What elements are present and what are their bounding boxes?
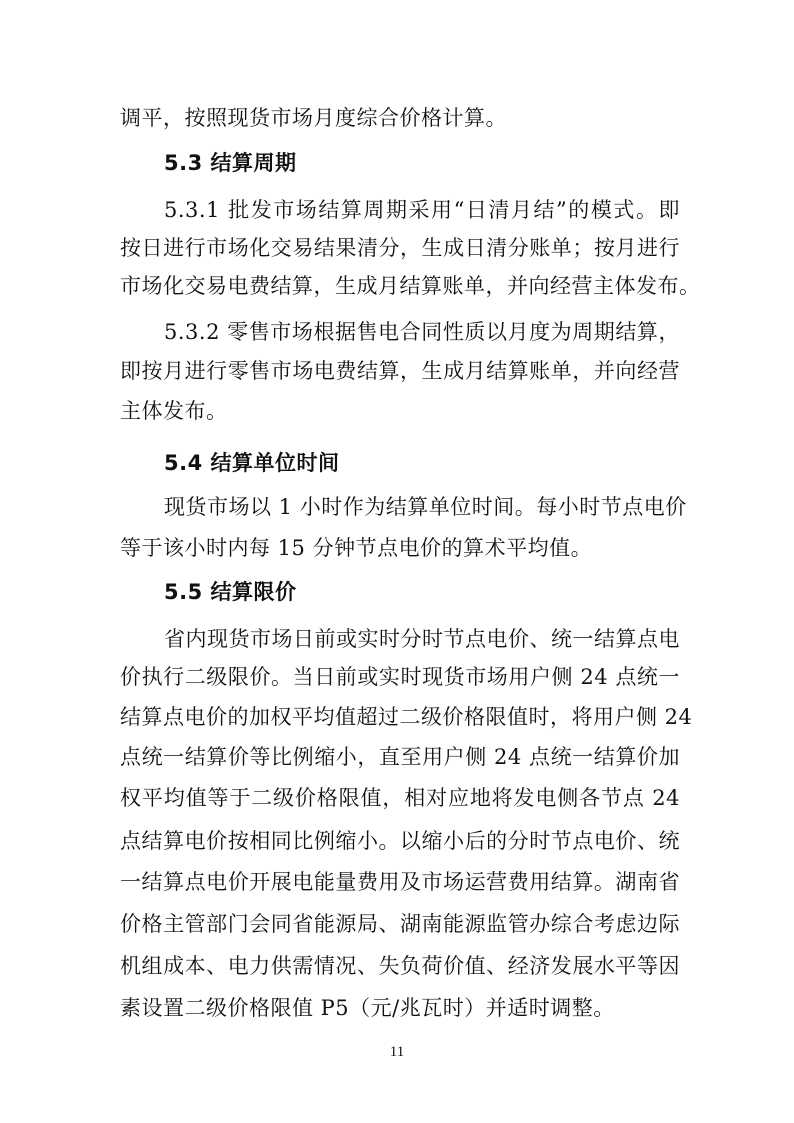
section-heading-5-4: 5.4 结算单位时间 [164,451,340,475]
paragraph-line: 现货市场以 1 小时作为结算单位时间。每小时节点电价 [164,495,687,519]
section-heading-5-3: 5.3 结算周期 [164,151,297,175]
paragraph-line: 价执行二级限价。当日前或实时现货市场用户侧 24 点统一 [120,665,680,689]
paragraph-line: 市场化交易电费结算，生成月结算账单，并向经营主体发布。 [120,274,701,298]
paragraph-line: 点统一结算价等比例缩小，直至用户侧 24 点统一结算价加 [120,745,680,769]
paragraph-line: 5.3.2 零售市场根据售电合同性质以月度为周期结算， [164,320,680,344]
paragraph-line: 点结算电价按相同比例缩小。以缩小后的分时节点电价、统 [120,829,680,853]
paragraph-line: 结算点电价的加权平均值超过二级价格限值时，将用户侧 24 [120,705,693,729]
paragraph-line: 即按月进行零售市场电费结算，生成月结算账单，并向经营 [120,359,680,383]
paragraph-line: 价格主管部门会同省能源局、湖南能源监管办综合考虑边际 [120,912,680,936]
section-heading-5-5: 5.5 结算限价 [164,580,297,604]
paragraph-line: 调平，按照现货市场月度综合价格计算。 [120,106,507,130]
page-number: 11 [389,1044,405,1060]
paragraph-line: 机组成本、电力供需情况、失负荷价值、经济发展水平等因 [120,954,680,978]
paragraph-line: 按日进行市场化交易结果清分，生成日清分账单；按月进行 [120,236,680,260]
paragraph-line: 权平均值等于二级价格限值，相对应地将发电侧各节点 24 [120,786,680,810]
paragraph-line: 省内现货市场日前或实时分时节点电价、统一结算点电 [164,627,680,651]
paragraph-line: 等于该小时内每 15 分钟节点电价的算术平均值。 [120,536,593,560]
paragraph-line: 素设置二级价格限值 P5（元/兆瓦时）并适时调整。 [120,996,615,1020]
paragraph-line: 主体发布。 [120,399,228,423]
paragraph-line: 5.3.1 批发市场结算周期采用“日清月结”的模式。即 [164,198,680,222]
paragraph-line: 一结算点电价开展电能量费用及市场运营费用结算。湖南省 [120,870,680,894]
